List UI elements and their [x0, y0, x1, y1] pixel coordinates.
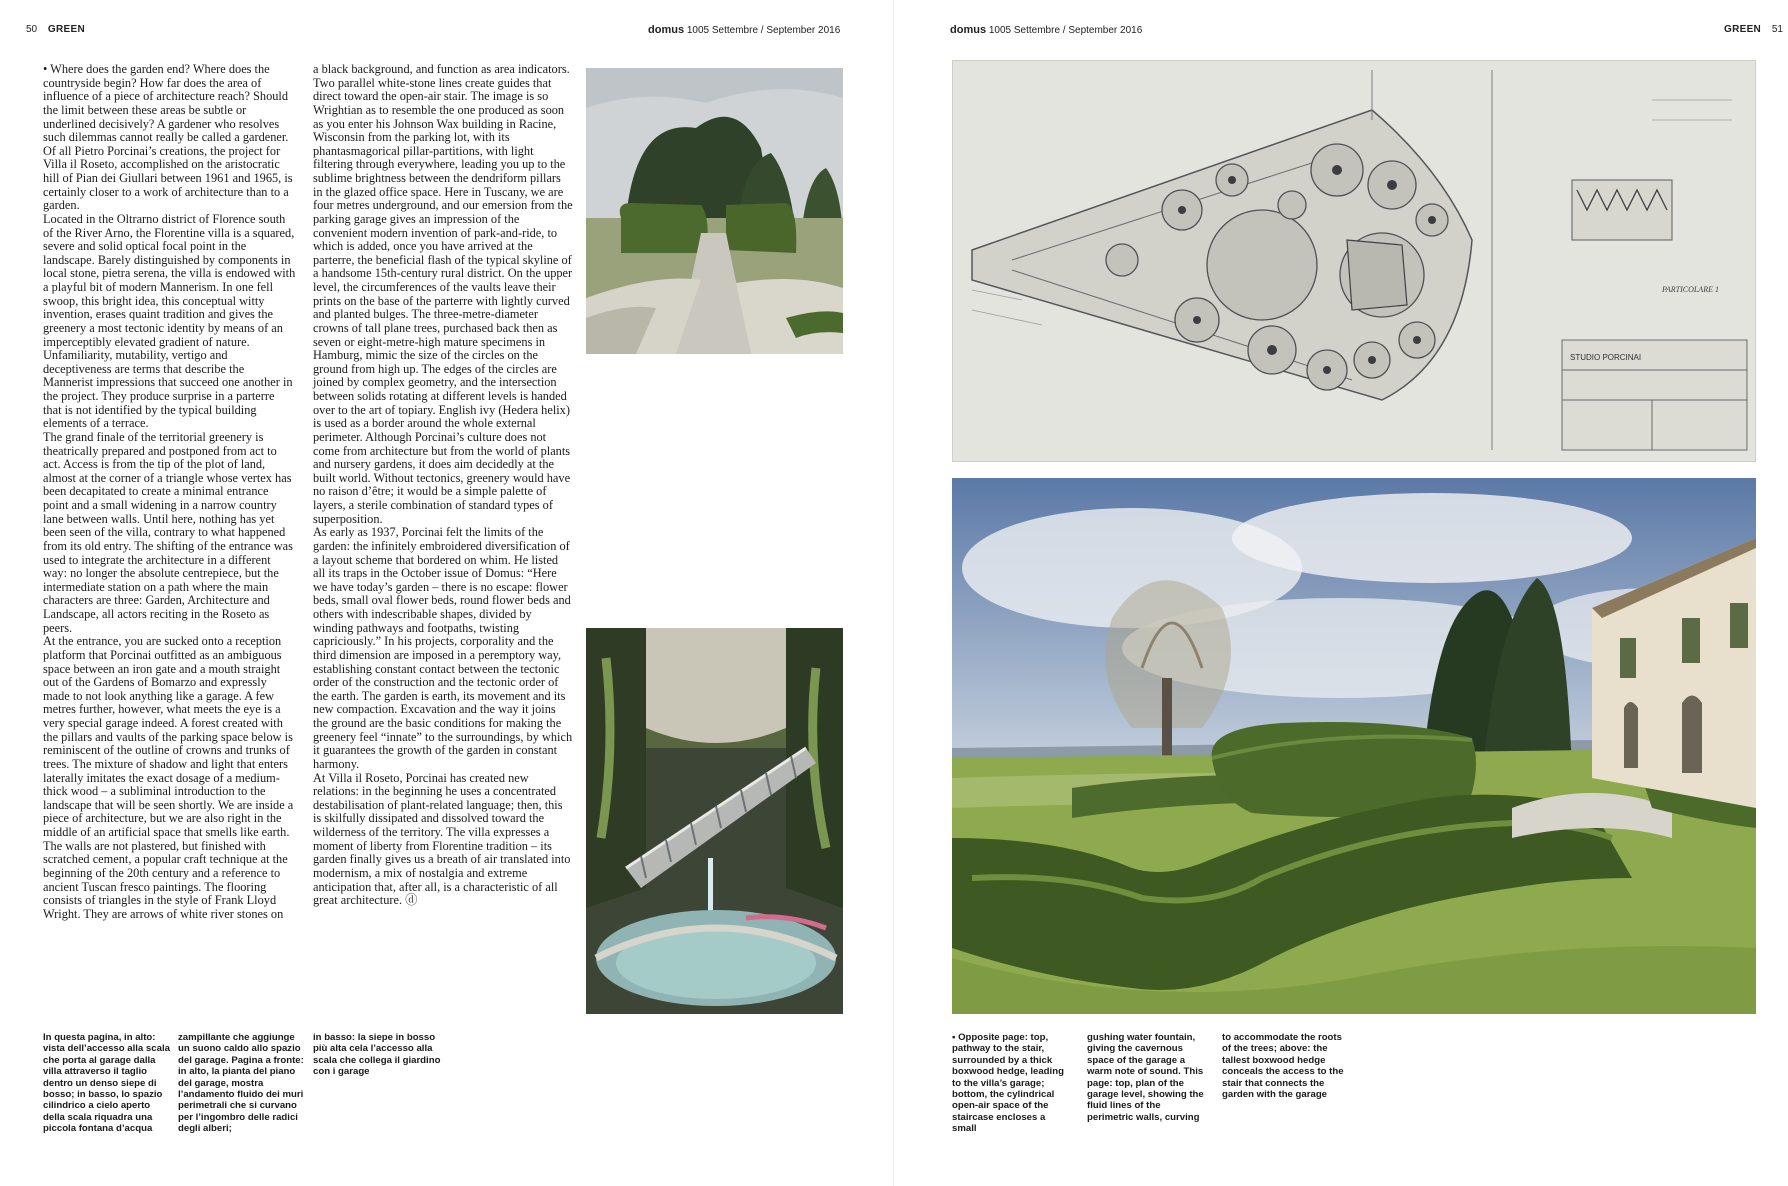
left-page-running-head	[648, 24, 840, 36]
section-label: GREEN	[1724, 24, 1762, 35]
right-page	[894, 0, 1788, 1186]
issue-info: 1005 Settembre / September 2016	[686, 25, 841, 36]
caption-english-3	[1222, 1032, 1347, 1100]
article-column-1	[43, 63, 296, 921]
article-paragraph: As early as 1937, Porcinai felt the limits of the garden: the infinitely embroidered diversification of a layout scheme that bordered on whim. He listed all its traps in the October issue of Domus: “Here we have today’s garden – there is no escape: flower beds, small oval flower beds, round flower beds and others with indescribable shapes, divided by winding pathways and footpaths, twisting capriciously.” In his projects, corporality and the third dimension are imposed in a peremptory way, establishing constant contact between the tectonic order of the construction and the tectonic order of the earth. The garden is earth, its movement and its new compaction. Excavation and the way it joins the ground are the basic conditions for making the greenery feel “innate” to the surroundings, by which it guarantees the growth of the garden in constant harmony.	[313, 525, 573, 771]
article-column-2	[313, 63, 573, 908]
right-page-running-head	[950, 24, 1142, 36]
caption-text: zampillante che aggiunge un suono caldo allo spazio del garage. Pagina a fronte: in alto, la pianta del piano del garage, mostra l’andamento fluido dei muri perimetrali che si curvano per l’ingombro delle radici degli alberi;	[178, 1032, 304, 1135]
garage-plan-drawing	[952, 60, 1756, 462]
photo-hedge-pathway	[586, 68, 843, 354]
article-paragraph: At Villa il Roseto, Porcinai has created new relations: in the beginning he uses a concentrated destabilisation of plant-related language; then, this is skilfully dissipated and dissolved toward the wilderness of the territory. The villa expresses a moment of liberty from Florentine tradition – its garden finally gives us a breath of air translated into modernism, a mix of nostalgia and extreme anticipation that, after all, is a characteristic of all great architecture. ⓓ	[313, 770, 571, 908]
magazine-name: domus	[648, 24, 685, 36]
caption-text: gushing water fountain, giving the cavernous space of the garage a warm note of sound. This page: top, plan of the garage level, showing the fluid lines of the perimetric walls, curving	[1087, 1032, 1204, 1123]
magazine-name: domus	[950, 24, 987, 36]
caption-english-2	[1087, 1032, 1207, 1123]
caption-text: to accommodate the roots of the trees; above: the tallest boxwood hedge conceals the access to the stair that connects the garden with the garage	[1222, 1032, 1344, 1101]
plan-title-block: STUDIO PORCINAI	[1570, 353, 1642, 362]
photo-villa-parterre	[952, 478, 1756, 1014]
article-paragraph: Located in the Oltrarno district of Florence south of the River Arno, the Florentine villa is a squared, severe and solid optical focal point in the landscape. Barely distinguished by components in local stone, pietra serena, the villa is endowed with a playful bit of modern Mannerism. In one fell swoop, this bright idea, this conceptual witty invention, erases quaint tradition and gives the greenery a most tectonic identity by means of an imperceptibly elevated gradient of nature. Unfamiliarity, mutability, vertigo and deceptiveness are terms that describe the Mannerist impressions that succeed one another in the project. They produce surprise in a parterre that is not identified by the typical building elements of a terrace.	[43, 211, 296, 431]
caption-text: ▪ Opposite page: top, pathway to the stair, surrounded by a thick boxwood hedge, leading to the villa’s garage; bottom, the cylindrical open-air space of the staircase encloses a small	[952, 1032, 1064, 1135]
issue-info: 1005 Settembre / September 2016	[988, 25, 1143, 36]
caption-italian-2	[178, 1032, 306, 1135]
left-page-header	[26, 24, 85, 35]
page-number: 50	[26, 24, 38, 35]
plan-detail-label: PARTICOLARE 1	[1662, 285, 1719, 294]
article-paragraph: The grand finale of the territorial greenery is theatrically prepared and postponed from act to act. Access is from the tip of the plot of land, almost at the corner of a triangle whose vertex has been decapitated to create a minimal entrance point and a small widening in a narrow country lane between walls. Until here, nothing has yet been seen of the villa, contrary to what happened from its old entry. The shifting of the entrance was used to integrate the architecture in a different way: no longer the absolute centrepiece, but the intermediate station on a path where the main characters are three: Garden, Architecture and Landscape, all actors reciting in the Roseto as peers.	[43, 429, 293, 635]
article-paragraph: Of all Pietro Porcinai’s creations, the project for Villa il Roseto, accomplished on the aristocratic hill of Pian dei Giullari between 1961 and 1965, is certainly closer to a work of architecture than to a garden.	[43, 143, 293, 213]
caption-italian-1	[43, 1032, 171, 1135]
section-label: GREEN	[47, 24, 85, 35]
right-page-header	[1724, 24, 1783, 35]
caption-english-1	[952, 1032, 1072, 1135]
photo-stair-fountain	[586, 628, 843, 1014]
article-paragraph: At the entrance, you are sucked onto a reception platform that Porcinai outfitted as an ambiguous space between an iron gate and a mouth straight out of the Gardens of Bomarzo and expressly made to not look anything like a garage. A few metres further, however, what meets the eye is a very special garage indeed. A forest created with the pillars and vaults of the parking space below is reminiscent of the outline of crowns and trunks of trees. The mixture of shadow and light that enters laterally imitates the exact dosage of a medium-thick wood – a subliminal introduction to the landscape that will be seen shortly. We are inside a piece of architecture, but we are also right in the middle of an artificial space that smells like earth. The walls are not plastered, but finished with scratched cement, a popular craft technique at the beginning of the 20th century and a reference to ancient Tuscan fresco paintings. The flooring consists of triangles in the style of Frank Lloyd Wright. They are arrows of white river stones on	[43, 634, 294, 921]
article-paragraph: a black background, and function as area indicators. Two parallel white-stone lines create guides that direct toward the open-air stair. The image is so Wrightian as to resemble the one produced as soon as you enter his Johnson Wax building in Racine, Wisconsin from the parking lot, with its phantasmagorical pillar-partitions, with light filtering through everywhere, leading you up to the sublime brightness between the dendriform pillars in the glazed office space. Here in Tuscany, we are four metres underground, and our emersion from the parking garage gives an impression of the convenient modern invention of park-and-ride, to which is added, once you have arrived at the parterre, the beneficial flash of the typical skyline of a handsome 15th-century rural district. On the upper level, the circumferences of the vaults leave their prints on the base of the parterre with lightly curved and planted bulges. The three-metre-diameter crowns of tall plane trees, purchased back then as seven or eight-metre-high mature specimens in Hamburg, mimic the size of the circles on the ground from high up. The edges of the circles are joined by complex geometry, and the intersection between solids rotating at different levels is handed over to the art of topiary. English ivy (Hedera helix) is used as a border around the whole external perimeter. Although Porcinai’s culture does not come from architecture but from the world of plants and nursery gardens, it does aim decidedly at the built world. Without tectonics, greenery would have no raison d’être; it would be a simple palette of layers, a sterile combination of standard types of superposition.	[313, 62, 573, 526]
page-number: 51	[1771, 24, 1783, 35]
caption-text: In questa pagina, in alto: vista dell’accesso alla scala che porta al garage dalla villa attraverso il taglio dentro un denso siepe di bosso; in basso, lo spazio cilindrico a cielo aperto della scala riquadra una piccola fontana d’acqua	[43, 1032, 170, 1135]
article-paragraph: • Where does the garden end? Where does the countryside begin? How far does the area of influence of a piece of architecture reach? Should the limit between these areas be subtle or underlined decisively? A gardener who resolves such dilemmas cannot really be called a gardener.	[43, 62, 289, 145]
caption-italian-3	[313, 1032, 441, 1078]
caption-text: in basso: la siepe in bosso più alta cela l’accesso alla scala che collega il giardino con i garage	[313, 1032, 441, 1078]
